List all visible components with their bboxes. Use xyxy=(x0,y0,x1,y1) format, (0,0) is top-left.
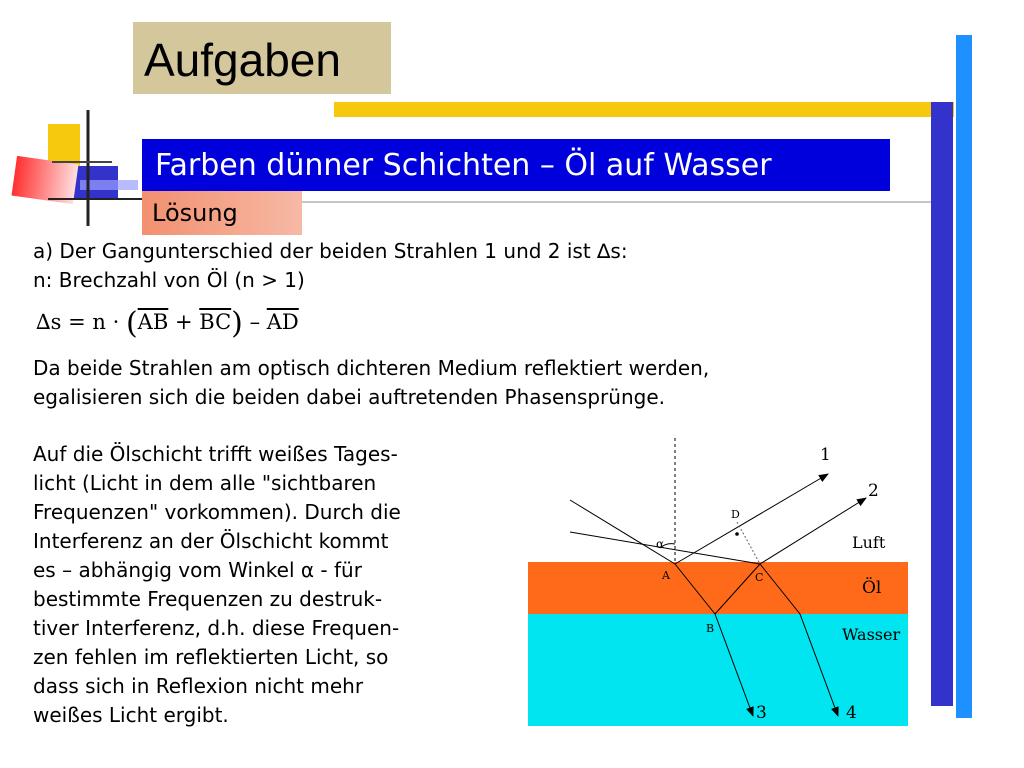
light-blue-accent-bar xyxy=(956,35,972,718)
formula-plus: + xyxy=(174,310,193,334)
explanation-line: tiver Interferenz, d.h. diese Frequen- xyxy=(33,616,400,640)
explanation-line: dass sich in Reflexion nicht mehr xyxy=(33,674,364,698)
reflected-ray-2 xyxy=(760,498,866,564)
formula-bc: $\overline{BC}$ xyxy=(199,310,232,334)
yellow-accent-bar xyxy=(334,102,954,117)
label-oil: Öl xyxy=(862,578,882,598)
formula-ab: $\overline{AB}$ xyxy=(137,310,169,334)
divider-line xyxy=(300,201,950,203)
path-difference-formula: $\Delta s = n \cdot (\overline{AB} + \overline{BC}) - \overline{AD}$ xyxy=(36,306,299,341)
label-point-b: B xyxy=(706,622,715,635)
explanation-line: es – abhängig vom Winkel α - für xyxy=(33,558,362,582)
label-point-d: D xyxy=(731,508,740,521)
explanation-paragraph xyxy=(33,440,401,730)
explanation-line: Auf die Ölschicht trifft weißes Tages- xyxy=(33,442,398,466)
label-ray-4: 4 xyxy=(846,703,857,723)
label-point-a: A xyxy=(662,569,670,582)
section-label: Lösung xyxy=(152,199,238,227)
explanation-line: Interferenz an der Ölschicht kommt xyxy=(33,529,389,553)
perpendicular-dc xyxy=(737,522,760,564)
explanation-line: licht (Licht in dem alle "sichtbaren xyxy=(33,471,377,495)
label-ray-3: 3 xyxy=(756,703,767,723)
explanation-line: weißes Licht ergibt. xyxy=(33,703,229,727)
page-title: Aufgaben xyxy=(144,34,341,86)
corner-decoration xyxy=(8,104,148,234)
part-a-line-2: n: Brechzahl von Öl (n > 1) xyxy=(33,268,305,292)
formula-ad: $\overline{AD}$ xyxy=(266,310,299,334)
label-water: Wasser xyxy=(842,625,901,644)
formula-lhs: ∆s = n · xyxy=(36,310,120,334)
label-ray-2: 2 xyxy=(868,481,879,501)
explanation-line: Frequenzen" vorkommen). Durch die xyxy=(33,500,401,524)
phase-text-line-1: Da beide Strahlen am optisch dichteren Medium reflektiert werden, xyxy=(33,356,710,380)
thin-film-diagram xyxy=(528,436,910,728)
subtitle: Farben dünner Schichten – Öl auf Wasser xyxy=(155,148,772,183)
part-a-line-1: a) Der Gangunterschied der beiden Strahlen 1 und 2 ist ∆s: xyxy=(33,239,628,263)
explanation-line: zen fehlen im reflektierten Licht, so xyxy=(33,645,389,669)
reflected-ray-1 xyxy=(675,474,828,564)
oil-layer xyxy=(528,562,908,614)
label-point-c: C xyxy=(755,571,764,584)
phase-text-line-2: egalisieren sich die beiden dabei auftretenden Phasensprünge. xyxy=(33,385,665,409)
formula-minus: – xyxy=(249,310,261,334)
right-angle-dot xyxy=(735,532,739,536)
blue-accent-bar xyxy=(931,102,953,706)
label-air: Luft xyxy=(852,533,886,552)
label-angle: α xyxy=(656,537,665,551)
incident-ray-2 xyxy=(570,532,760,564)
explanation-line: bestimmte Frequenzen zu destruk- xyxy=(33,587,383,611)
incident-ray-1 xyxy=(570,500,675,564)
label-ray-1: 1 xyxy=(820,445,831,465)
